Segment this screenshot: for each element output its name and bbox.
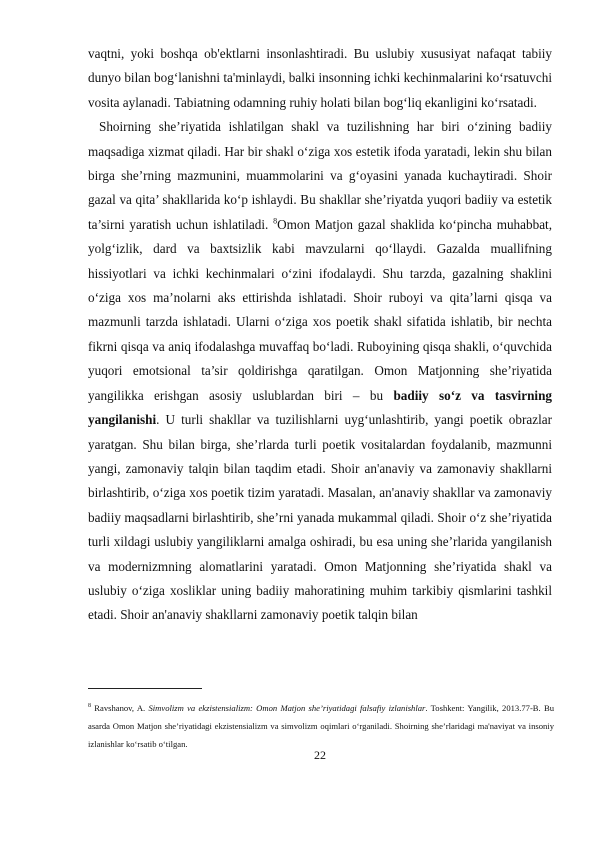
body-text: [88, 42, 552, 628]
footnote: [88, 697, 554, 753]
footnote-title: Simvolizm va ekzistensializm: Omon Matjon she’riyatidagi falsafiy izlanishlar: [148, 702, 426, 713]
paragraph-1: vaqtni, yoki boshqa ob'ektlarni insonlashtiradi. Bu uslubiy xususiyat nafaqat tabiiy dunyo bilan bog‘lanishni ta'minlaydi, balki insonning ichki kechinmalarini ko‘rsatuvchi vosita aylanadi. Tabiatning odamning ruhiy holati bilan bog‘liq ekanligini ko‘rsatadi.: [88, 46, 552, 110]
bold-phrase: badiiy so‘z va tasvirning yangilanishi: [88, 387, 553, 428]
paragraph-2-part-3: . U turli shakllar va tuzilishlarni uyg‘unlashtirib, yangi poetik obrazlar yaratgan. Shu bilan birga, she’rlarda turli poetik vositalardan foydalanib, mazmunni yangi, zamonaviy talqin bilan taqdim etadi. Shoir an'anaviy va zamonaviy shakllarni birlashtirib, o‘ziga xos poetik tizim yaratadi. Masalan, an'anaviy shakllar va zamonaviy badiiy maqsadlarni birlashtirib, she’rni yanada mukammal qiladi. Shoir o‘z she’riyatida turli xildagi uslubiy yangiliklarni amalga oshiradi, bu esa uning she’rlarida yangilanish va modernizmning alomatlarini yaratadi. Omon Matjonning she’riyatida shakl va uslubiy o‘ziga xosliklar uning badiiy mahoratining muhim tarkibiy qismlarini tashkil etadi. Shoir an'anaviy shakllarni zamonaviy poetik talqin bilan: [88, 412, 552, 623]
footnote-reference[interactable]: 8: [273, 216, 278, 226]
footnote-text: . Toshkent: Yangilik, 2013.77-B. Bu asarda Omon Matjon she’riyatidagi ekzistensializm va simvolizm oqimlari o‘rganiladi. Shoirning she’rlaridagi ma'naviyat va insoniy izlanishlar ko‘rsatib o‘tilgan.: [88, 702, 554, 749]
paragraph-2-part-1: Shoirning she’riyatida ishlatilgan shakl va tuzilishning har biri o‘zining badiiy maqsadiga xizmat qiladi. Har bir shakl o‘ziga xos estetik ifoda yaratadi, lekin shu bilan birga she’rning mazmunini, muammolarini va g‘oyasini yanada kuchaytiradi. Shoir gazal va qita’ shakllarida ko‘p ishlaydi. Bu shakllar she’riyatda yuqori badiiy va estetik ta’sirni yaratish uchun ishlatiladi.: [88, 119, 552, 232]
paragraph-2-part-2: Omon Matjon gazal shaklida ko‘pincha muhabbat, yolg‘izlik, dard va baxtsizlik kabi mavzularni qo‘llaydi. Gazalda muallifning hissiyotlari va ichki kechinmalari o‘zini ifodalaydi. Shu tarzda, gazalning shaklini o‘ziga xos ma’nolarni aks ettirishda ishlatadi. Shoir ruboyi va qita’larni qisqa va mazmunli tarzda ishlatadi. Ularni o‘ziga xos poetik shakl sifatida ishlatib, bir nechta fikrni qisqa va aniq ifodalashga muvaffaq bo‘ladi. Ruboyining qisqa shakli, o‘quvchida yuqori emotsional ta’sir qoldirishga qaratilgan. Omon Matjonning she’riyatida yangilikka erishgan asosiy uslublardan biri – bu: [88, 216, 553, 403]
footnote-divider: [88, 688, 202, 689]
paragraph-2: [88, 115, 552, 628]
footnote-number: 8: [88, 703, 91, 709]
footnote-author: Ravshanov, A.: [91, 702, 149, 713]
page-number: 22: [314, 748, 326, 762]
